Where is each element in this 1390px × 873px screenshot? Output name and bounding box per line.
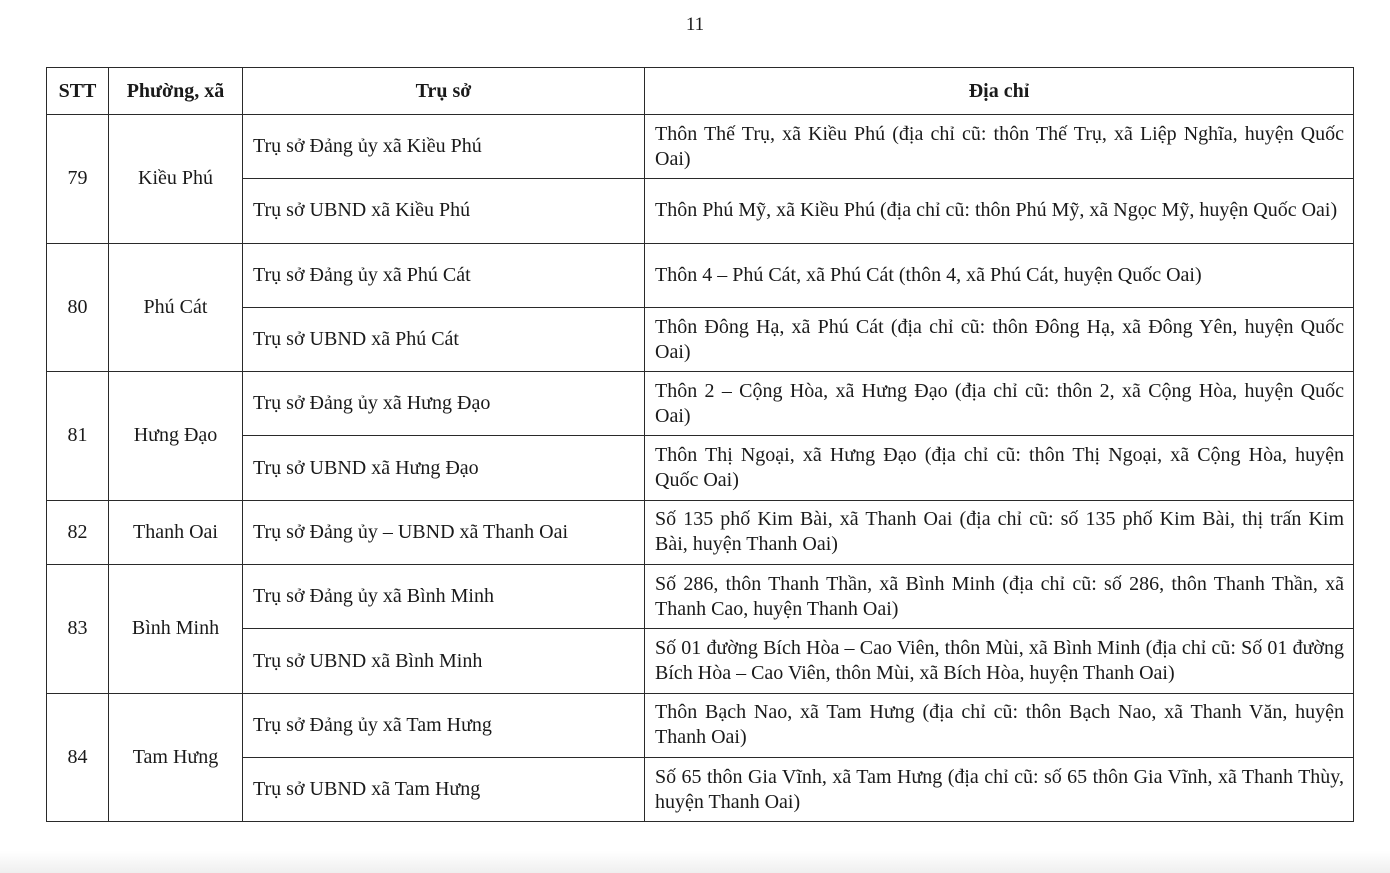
ward-cell: Phú Cát bbox=[109, 243, 243, 372]
address-cell: Số 65 thôn Gia Vĩnh, xã Tam Hưng (địa chỉ cũ: số 65 thôn Gia Vĩnh, xã Thanh Thùy, huyện Thanh Oai) bbox=[645, 757, 1354, 821]
table-row bbox=[47, 372, 1354, 436]
address-cell: Thôn Bạch Nao, xã Tam Hưng (địa chỉ cũ: thôn Bạch Nao, xã Thanh Văn, huyện Thanh Oai) bbox=[645, 693, 1354, 757]
stt-cell: 83 bbox=[47, 565, 109, 694]
office-cell: Trụ sở Đảng ủy xã Kiều Phú bbox=[243, 115, 645, 179]
stt-cell: 82 bbox=[47, 500, 109, 564]
stt-cell: 81 bbox=[47, 372, 109, 501]
office-cell: Trụ sở Đảng ủy xã Hưng Đạo bbox=[243, 372, 645, 436]
office-cell: Trụ sở UBND xã Bình Minh bbox=[243, 629, 645, 693]
office-cell: Trụ sở Đảng ủy xã Bình Minh bbox=[243, 565, 645, 629]
table-row bbox=[47, 179, 1354, 243]
office-cell: Trụ sở UBND xã Hưng Đạo bbox=[243, 436, 645, 500]
table-row bbox=[47, 500, 1354, 564]
header-address: Địa chỉ bbox=[645, 68, 1354, 115]
table-header bbox=[47, 68, 1354, 115]
table-row bbox=[47, 115, 1354, 179]
office-cell: Trụ sở UBND xã Kiều Phú bbox=[243, 179, 645, 243]
table-row bbox=[47, 629, 1354, 693]
table-row bbox=[47, 757, 1354, 821]
table-row bbox=[47, 693, 1354, 757]
table-row bbox=[47, 436, 1354, 500]
address-cell: Số 286, thôn Thanh Thần, xã Bình Minh (địa chỉ cũ: số 286, thôn Thanh Thần, xã Thanh Cao, huyện Thanh Oai) bbox=[645, 565, 1354, 629]
address-cell: Số 01 đường Bích Hòa – Cao Viên, thôn Mùi, xã Bình Minh (địa chỉ cũ: Số 01 đường Bích Hòa – Cao Viên, thôn Mùi, xã Bích Hòa, huyện Thanh Oai) bbox=[645, 629, 1354, 693]
ward-cell: Hưng Đạo bbox=[109, 372, 243, 501]
office-cell: Trụ sở Đảng ủy xã Tam Hưng bbox=[243, 693, 645, 757]
address-cell: Thôn 4 – Phú Cát, xã Phú Cát (thôn 4, xã Phú Cát, huyện Quốc Oai) bbox=[645, 243, 1354, 307]
header-stt: STT bbox=[47, 68, 109, 115]
address-cell: Thôn Đông Hạ, xã Phú Cát (địa chỉ cũ: thôn Đông Hạ, xã Đông Yên, huyện Quốc Oai) bbox=[645, 307, 1354, 371]
office-cell: Trụ sở UBND xã Phú Cát bbox=[243, 307, 645, 371]
address-cell: Thôn Phú Mỹ, xã Kiều Phú (địa chỉ cũ: thôn Phú Mỹ, xã Ngọc Mỹ, huyện Quốc Oai) bbox=[645, 179, 1354, 243]
address-cell: Thôn Thị Ngoại, xã Hưng Đạo (địa chỉ cũ: thôn Thị Ngoại, xã Cộng Hòa, huyện Quốc Oai) bbox=[645, 436, 1354, 500]
address-cell: Thôn Thế Trụ, xã Kiều Phú (địa chỉ cũ: thôn Thế Trụ, xã Liệp Nghĩa, huyện Quốc Oai) bbox=[645, 115, 1354, 179]
header-ward: Phường, xã bbox=[109, 68, 243, 115]
stt-cell: 80 bbox=[47, 243, 109, 372]
page-bottom-shadow bbox=[0, 851, 1390, 873]
stt-cell: 84 bbox=[47, 693, 109, 822]
page-number: 11 bbox=[685, 14, 705, 35]
header-row bbox=[47, 68, 1354, 115]
address-cell: Số 135 phố Kim Bài, xã Thanh Oai (địa chỉ cũ: số 135 phố Kim Bài, thị trấn Kim Bài, huyện Thanh Oai) bbox=[645, 500, 1354, 564]
table-row bbox=[47, 243, 1354, 307]
ward-cell: Bình Minh bbox=[109, 565, 243, 694]
address-cell: Thôn 2 – Cộng Hòa, xã Hưng Đạo (địa chỉ cũ: thôn 2, xã Cộng Hòa, huyện Quốc Oai) bbox=[645, 372, 1354, 436]
office-cell: Trụ sở UBND xã Tam Hưng bbox=[243, 757, 645, 821]
header-office: Trụ sở bbox=[243, 68, 645, 115]
table-body bbox=[47, 115, 1354, 822]
table-row bbox=[47, 307, 1354, 371]
ward-cell: Kiều Phú bbox=[109, 115, 243, 244]
stt-cell: 79 bbox=[47, 115, 109, 244]
ward-cell: Thanh Oai bbox=[109, 500, 243, 564]
office-cell: Trụ sở Đảng ủy xã Phú Cát bbox=[243, 243, 645, 307]
office-address-table bbox=[46, 67, 1354, 822]
ward-cell: Tam Hưng bbox=[109, 693, 243, 822]
table-row bbox=[47, 565, 1354, 629]
office-cell: Trụ sở Đảng ủy – UBND xã Thanh Oai bbox=[243, 500, 645, 564]
